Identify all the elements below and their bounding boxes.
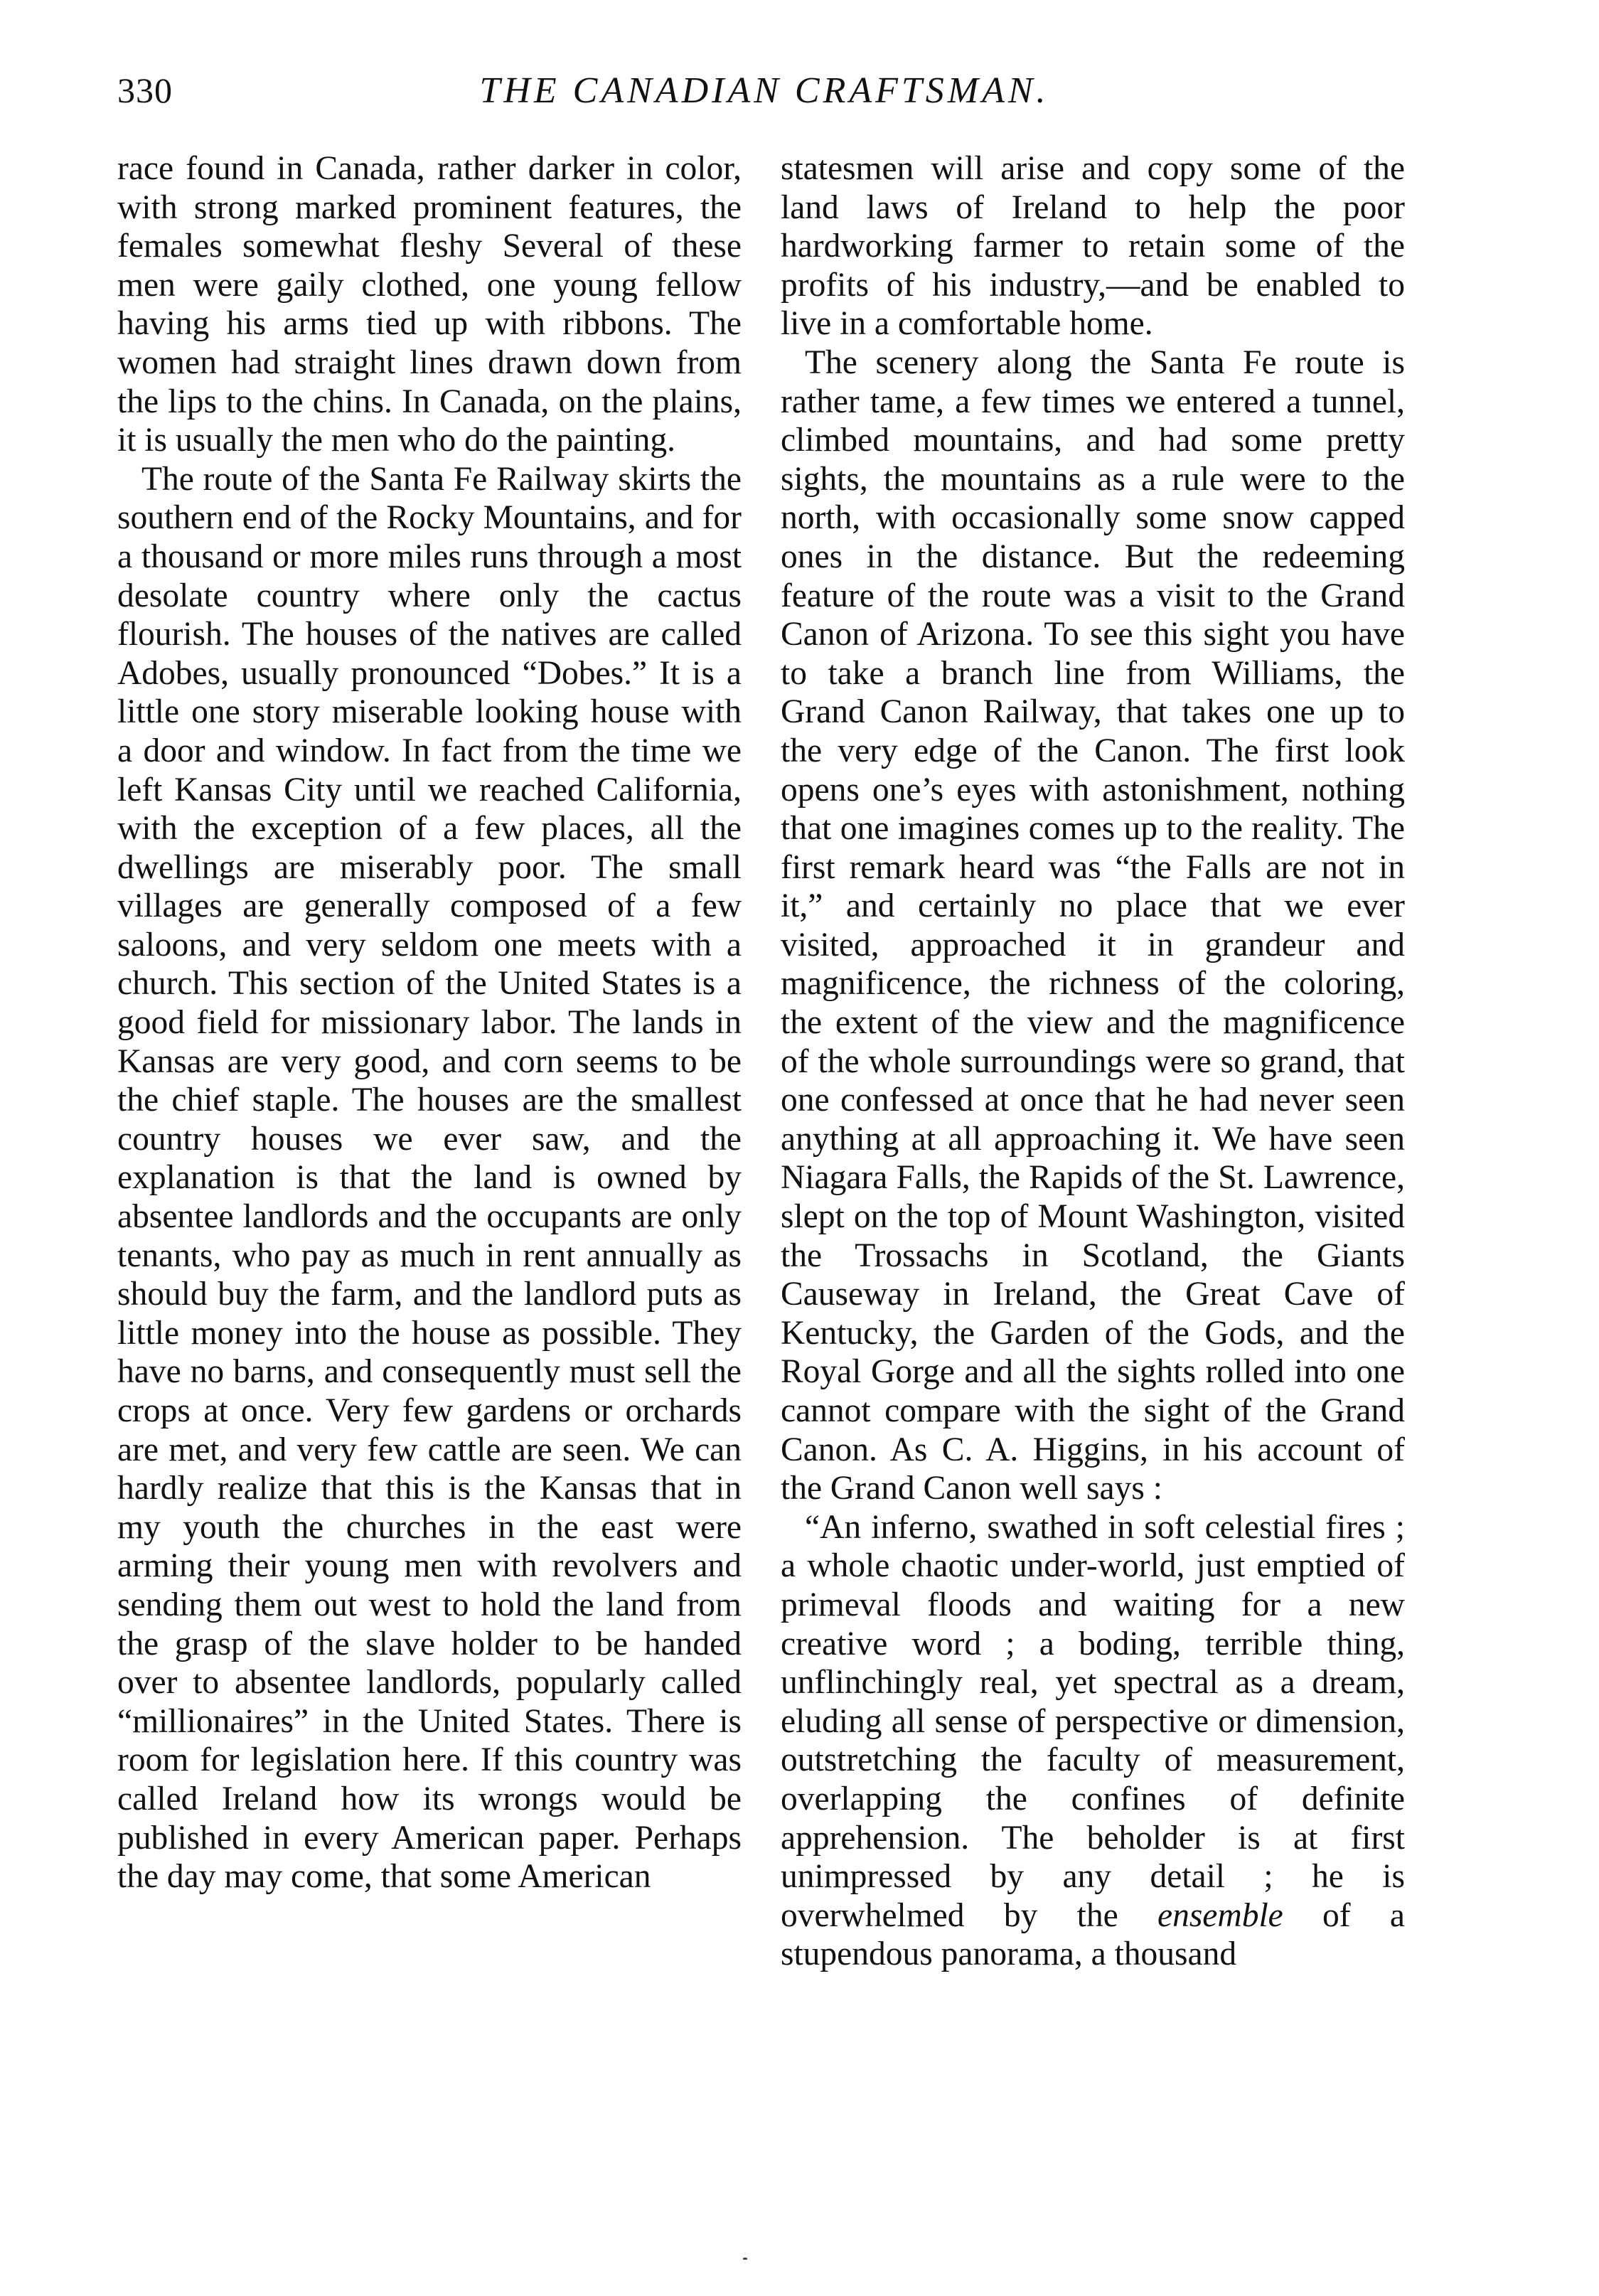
page-number: 330 bbox=[117, 70, 173, 110]
paragraph: The scenery along the Santa Fe route is rather tame, a few times we entered a tunnel, climbed mountains, and had some pretty sights, the mountains as a rule were to the north, with occasionally some snow capped ones in the distance. But the redeeming feature of the route was a visit to the Grand Canon of Arizona. To see this sight you have to take a branch line from Williams, the Grand Canon Railway, that takes one up to the very edge of the Canon. The first look opens one’s eyes with astonishment, nothing that one imagines comes up to the reality. The first remark heard was “the Falls are not in it,” and certainly no place that we ever visited, approached it in grandeur and magnificence, the richness of the coloring, the extent of the view and the magnificence of the whole surroundings were so grand, that one confessed at once that he had never seen anything at all approaching it. We have seen Niagara Falls, the Rapids of the St. Lawrence, slept on the top of Mount Washington, visited the Trossachs in Scotland, the Giants Causeway in Ireland, the Great Cave of Kentucky, the Garden of the Gods, and the Royal Gorge and all the sights rolled into one cannot compare with the sight of the Grand Canon. As C. A. Higgins, in his account of the Grand Canon well says : bbox=[781, 343, 1405, 1507]
italic-term: ensemble bbox=[1157, 1896, 1283, 1934]
print-speck bbox=[743, 2258, 747, 2260]
left-column bbox=[117, 149, 742, 1896]
running-title: THE CANADIAN CRAFTSMAN. bbox=[479, 70, 1049, 111]
quote-text-start: “An inferno, swathed in soft celestial fires ; a whole chaotic under-world, just emptied of primeval floods and waiting for a new creative word ; a boding, terrible thing, unflinchingly real, yet spectral as a dream, eluding all sense of perspective or dimension, outstretching the faculty of measurement, overlapping the confines of definite apprehension. The beholder is at first unimpressed by any detail ; he is overwhelmed by the bbox=[781, 1508, 1405, 1934]
paragraph: The route of the Santa Fe Railway skirts the southern end of the Rocky Mountains, and for a thousand or more miles runs through a most desolate country where only the cactus flourish. The houses of the natives are called Adobes, usually pronounced “Dobes.” It is a little one story miserable looking house with a door and window. In fact from the time we left Kansas City until we reached California, with the exception of a few places, all the dwellings are miserably poor. The small villages are generally composed of a few saloons, and very seldom one meets with a church. This section of the United States is a good field for missionary labor. The lands in Kansas are very good, and corn seems to be the chief staple. The houses are the smallest country houses we ever saw, and the explanation is that the land is owned by absentee landlords and the occupants are only tenants, who pay as much in rent annually as should buy the farm, and the landlord puts as little money into the house as possible. They have no barns, and consequently must sell the crops at once. Very few gardens or orchards are met, and very few cattle are seen. We can hardly realize that this is the Kansas that in my youth the churches in the east were arming their young men with revolvers and sending them out west to hold the land from the grasp of the slave holder to be handed over to absentee landlords, popularly called “millionaires” in the United States. There is room for legislation here. If this country was called Ireland how its wrongs would be published in every American paper. Perhaps the day may come, that some American bbox=[117, 460, 742, 1896]
paragraph: statesmen will arise and copy some of the land laws of Ireland to help the poor hardworking farmer to retain some of the profits of his industry,—and be enabled to live in a comfortable home. bbox=[781, 150, 1405, 343]
page-header bbox=[117, 64, 1411, 128]
quote-text-end: of a stupendous panorama, a thousand bbox=[781, 1896, 1405, 1973]
paragraph: race found in Canada, rather darker in color, with strong marked prominent features, the females somewhat fleshy Several of these men were gaily clothed, one young fellow having his arms tied up with ribbons. The women had straight lines drawn down from the lips to the chins. In Canada, on the plains, it is usually the men who do the painting. bbox=[117, 150, 742, 459]
quotation-paragraph bbox=[781, 1508, 1405, 1974]
right-column bbox=[781, 149, 1405, 1974]
